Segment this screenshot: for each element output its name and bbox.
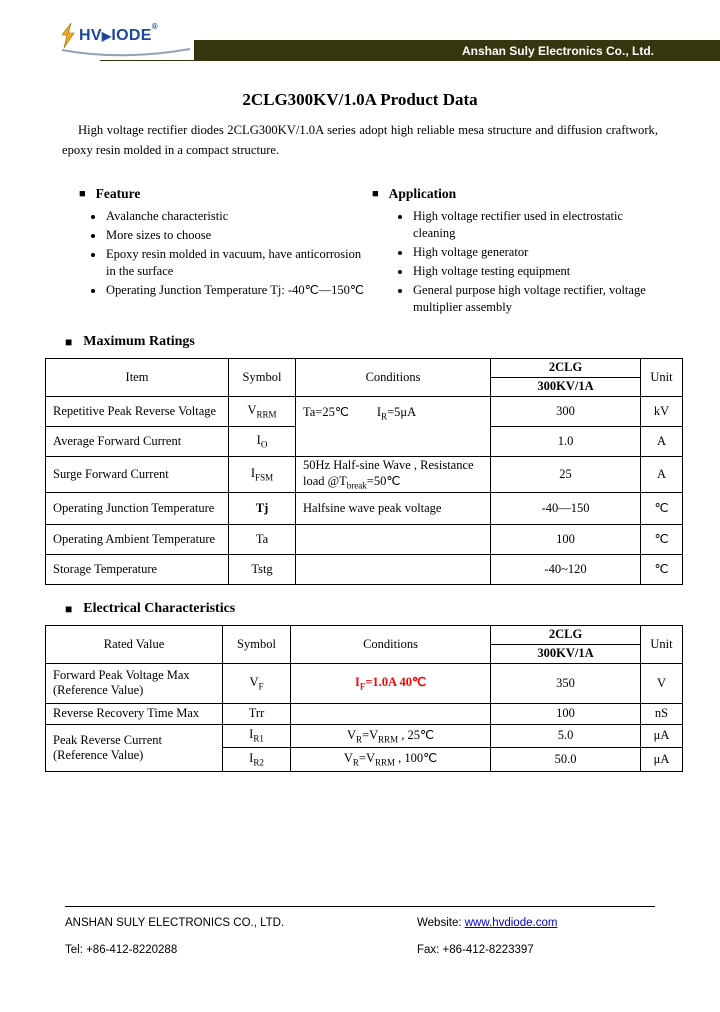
mr-col-item: Item bbox=[46, 358, 229, 396]
footer-company: ANSHAN SULY ELECTRONICS CO., LTD. bbox=[65, 917, 285, 929]
logo-swoosh bbox=[60, 47, 192, 59]
mr-r3-item: Surge Forward Current bbox=[46, 456, 229, 492]
mr-r6-conditions bbox=[296, 554, 491, 584]
footer-tel: Tel: +86-412-8220288 bbox=[65, 944, 178, 956]
application-heading-label: Application bbox=[388, 186, 457, 202]
mr-col-conditions: Conditions bbox=[296, 358, 491, 396]
page-title: 2CLG300KV/1.0A Product Data bbox=[242, 90, 478, 109]
application-item: • General purpose high voltage rectifier, voltage multiplier assembly bbox=[412, 282, 655, 316]
intro-paragraph: High voltage rectifier diodes 2CLG300KV/1.0A series adopt high reliable mesa structure and diffusion craftwork, epoxy resin molded in a compact structure. bbox=[62, 123, 658, 158]
mr-r3-conditions: 50Hz Half-sine Wave , Resistance load $@T_{break}=50℃$ bbox=[296, 456, 491, 492]
mr-r1-symbol: $V_{RRM}$ bbox=[229, 396, 296, 426]
feature-item: • Epoxy resin molded in vacuum, have anticorrosion in the surface bbox=[105, 246, 372, 280]
square-bullet-icon: ■ bbox=[65, 334, 73, 349]
mr-r4-unit: ℃ bbox=[641, 492, 683, 524]
ec-r34-item: Peak Reverse Current (Reference Value) bbox=[46, 724, 223, 771]
ec-r3-unit: μA bbox=[641, 724, 683, 747]
mr-r2-value: 1.0 bbox=[491, 426, 641, 456]
ec-r2-conditions bbox=[291, 703, 491, 724]
table-row bbox=[46, 663, 683, 703]
ec-col-model-variant: 300KV/1A bbox=[491, 644, 641, 663]
company-logo bbox=[52, 12, 194, 60]
ec-col-conditions: Conditions bbox=[291, 625, 491, 663]
mr-r3-symbol: $I_{FSM}$ bbox=[229, 456, 296, 492]
mr-r5-unit: ℃ bbox=[641, 524, 683, 554]
maximum-ratings-heading-label: Maximum Ratings bbox=[83, 333, 195, 349]
mr-col-symbol: Symbol bbox=[229, 358, 296, 396]
footer-row-1 bbox=[65, 917, 655, 929]
ec-r3-conditions: $V_R=V_{RRM}$ , 25℃ bbox=[291, 724, 491, 747]
website-link[interactable]: www.hvdiode.com bbox=[464, 917, 558, 929]
ec-r4-symbol: $I_{R2}$ bbox=[223, 747, 291, 771]
table-row bbox=[46, 724, 683, 747]
mr-r2-symbol: $I_O$ bbox=[229, 426, 296, 456]
mr-col-model-variant: 300KV/1A bbox=[491, 377, 641, 396]
square-bullet-icon: ■ bbox=[372, 187, 379, 200]
table-header-row bbox=[46, 625, 683, 644]
feature-item: • Avalanche characteristic bbox=[105, 208, 372, 225]
feature-column bbox=[65, 186, 372, 317]
table-row bbox=[46, 396, 683, 426]
mr-col-model: 2CLG bbox=[491, 358, 641, 377]
ec-col-symbol: Symbol bbox=[223, 625, 291, 663]
ec-col-unit: Unit bbox=[641, 625, 683, 663]
mr-r5-item: Operating Ambient Temperature bbox=[46, 524, 229, 554]
ec-r3-value: 5.0 bbox=[491, 724, 641, 747]
application-column bbox=[372, 186, 655, 317]
ec-r4-conditions: $V_R=V_{RRM}$ , 100℃ bbox=[291, 747, 491, 771]
mr-r1-item: Repetitive Peak Reverse Voltage bbox=[46, 396, 229, 426]
mr-r2-unit: A bbox=[641, 426, 683, 456]
ec-col-model: 2CLG bbox=[491, 625, 641, 644]
ec-r1-item: Forward Peak Voltage Max (Reference Value) bbox=[46, 663, 223, 703]
logo-wordmark bbox=[79, 28, 152, 44]
electrical-characteristics-heading-label: Electrical Characteristics bbox=[83, 600, 236, 616]
ec-r1-unit: V bbox=[641, 663, 683, 703]
feature-list bbox=[65, 208, 372, 298]
ec-r1-value: 350 bbox=[491, 663, 641, 703]
footer-website bbox=[417, 917, 557, 929]
feature-application-section bbox=[65, 186, 655, 317]
ec-r4-value: 50.0 bbox=[491, 747, 641, 771]
ec-r2-item: Reverse Recovery Time Max bbox=[46, 703, 223, 724]
logo-triangle-glyph: ▶ bbox=[101, 29, 112, 43]
company-name: Anshan Suly Electronics Co., Ltd. bbox=[461, 43, 654, 58]
website-label: Website: bbox=[417, 917, 465, 929]
ec-r2-symbol: Trr bbox=[223, 703, 291, 724]
mr-r3-unit: A bbox=[641, 456, 683, 492]
maximum-ratings-table bbox=[45, 358, 683, 585]
application-heading bbox=[372, 186, 655, 202]
ec-r2-value: 100 bbox=[491, 703, 641, 724]
mr-r6-unit: ℃ bbox=[641, 554, 683, 584]
mr-r1-value: 300 bbox=[491, 396, 641, 426]
ec-r4-unit: μA bbox=[641, 747, 683, 771]
lightning-bolt-icon bbox=[60, 22, 76, 50]
ec-r1-symbol: $V_F$ bbox=[223, 663, 291, 703]
mr-r5-conditions bbox=[296, 524, 491, 554]
feature-heading bbox=[65, 186, 372, 202]
feature-item: • More sizes to choose bbox=[105, 227, 372, 244]
ec-r3-symbol: $I_{R1}$ bbox=[223, 724, 291, 747]
logo-iode: IODE bbox=[111, 27, 152, 44]
ec-r1-conditions: $I_F=1.0A$ 40℃ bbox=[291, 663, 491, 703]
table-row bbox=[46, 554, 683, 584]
mr-r6-value: -40~120 bbox=[491, 554, 641, 584]
table-row bbox=[46, 703, 683, 724]
mr-r4-value: -40—150 bbox=[491, 492, 641, 524]
electrical-characteristics-table bbox=[45, 625, 683, 772]
mr-r5-value: 100 bbox=[491, 524, 641, 554]
maximum-ratings-heading bbox=[65, 334, 720, 350]
mr-r1-unit: kV bbox=[641, 396, 683, 426]
application-item: • High voltage rectifier used in electrostatic cleaning bbox=[412, 208, 655, 242]
table-row bbox=[46, 492, 683, 524]
table-row bbox=[46, 524, 683, 554]
table-row bbox=[46, 456, 683, 492]
application-item: • High voltage testing equipment bbox=[412, 263, 655, 280]
mr-r6-symbol: Tstg bbox=[229, 554, 296, 584]
mr-r5-symbol: Ta bbox=[229, 524, 296, 554]
mr-r4-symbol: Tj bbox=[229, 492, 296, 524]
footer-row-2 bbox=[65, 944, 655, 956]
mr-r1-conditions: Ta=25℃ $I_R=5\mu A$ bbox=[296, 396, 491, 456]
footer-fax: Fax: +86-412-8223397 bbox=[417, 944, 534, 956]
feature-item: • Operating Junction Temperature Tj: -40℃—150℃ bbox=[105, 282, 372, 299]
mr-col-unit: Unit bbox=[641, 358, 683, 396]
mr-r4-item: Operating Junction Temperature bbox=[46, 492, 229, 524]
application-item: • High voltage generator bbox=[412, 244, 655, 261]
electrical-characteristics-heading bbox=[65, 601, 720, 617]
ec-r2-unit: nS bbox=[641, 703, 683, 724]
table-header-row bbox=[46, 358, 683, 377]
logo-hv: HV bbox=[79, 27, 102, 44]
mr-r4-conditions: Halfsine wave peak voltage bbox=[296, 492, 491, 524]
mr-r3-value: 25 bbox=[491, 456, 641, 492]
footer bbox=[65, 906, 655, 971]
application-list bbox=[372, 208, 655, 315]
square-bullet-icon: ■ bbox=[79, 187, 86, 200]
square-bullet-icon: ■ bbox=[65, 601, 73, 616]
ec-col-rated-value: Rated Value bbox=[46, 625, 223, 663]
mr-r6-item: Storage Temperature bbox=[46, 554, 229, 584]
registered-trademark-icon: ® bbox=[151, 22, 158, 31]
mr-r2-item: Average Forward Current bbox=[46, 426, 229, 456]
header bbox=[0, 0, 720, 70]
feature-heading-label: Feature bbox=[95, 186, 141, 202]
